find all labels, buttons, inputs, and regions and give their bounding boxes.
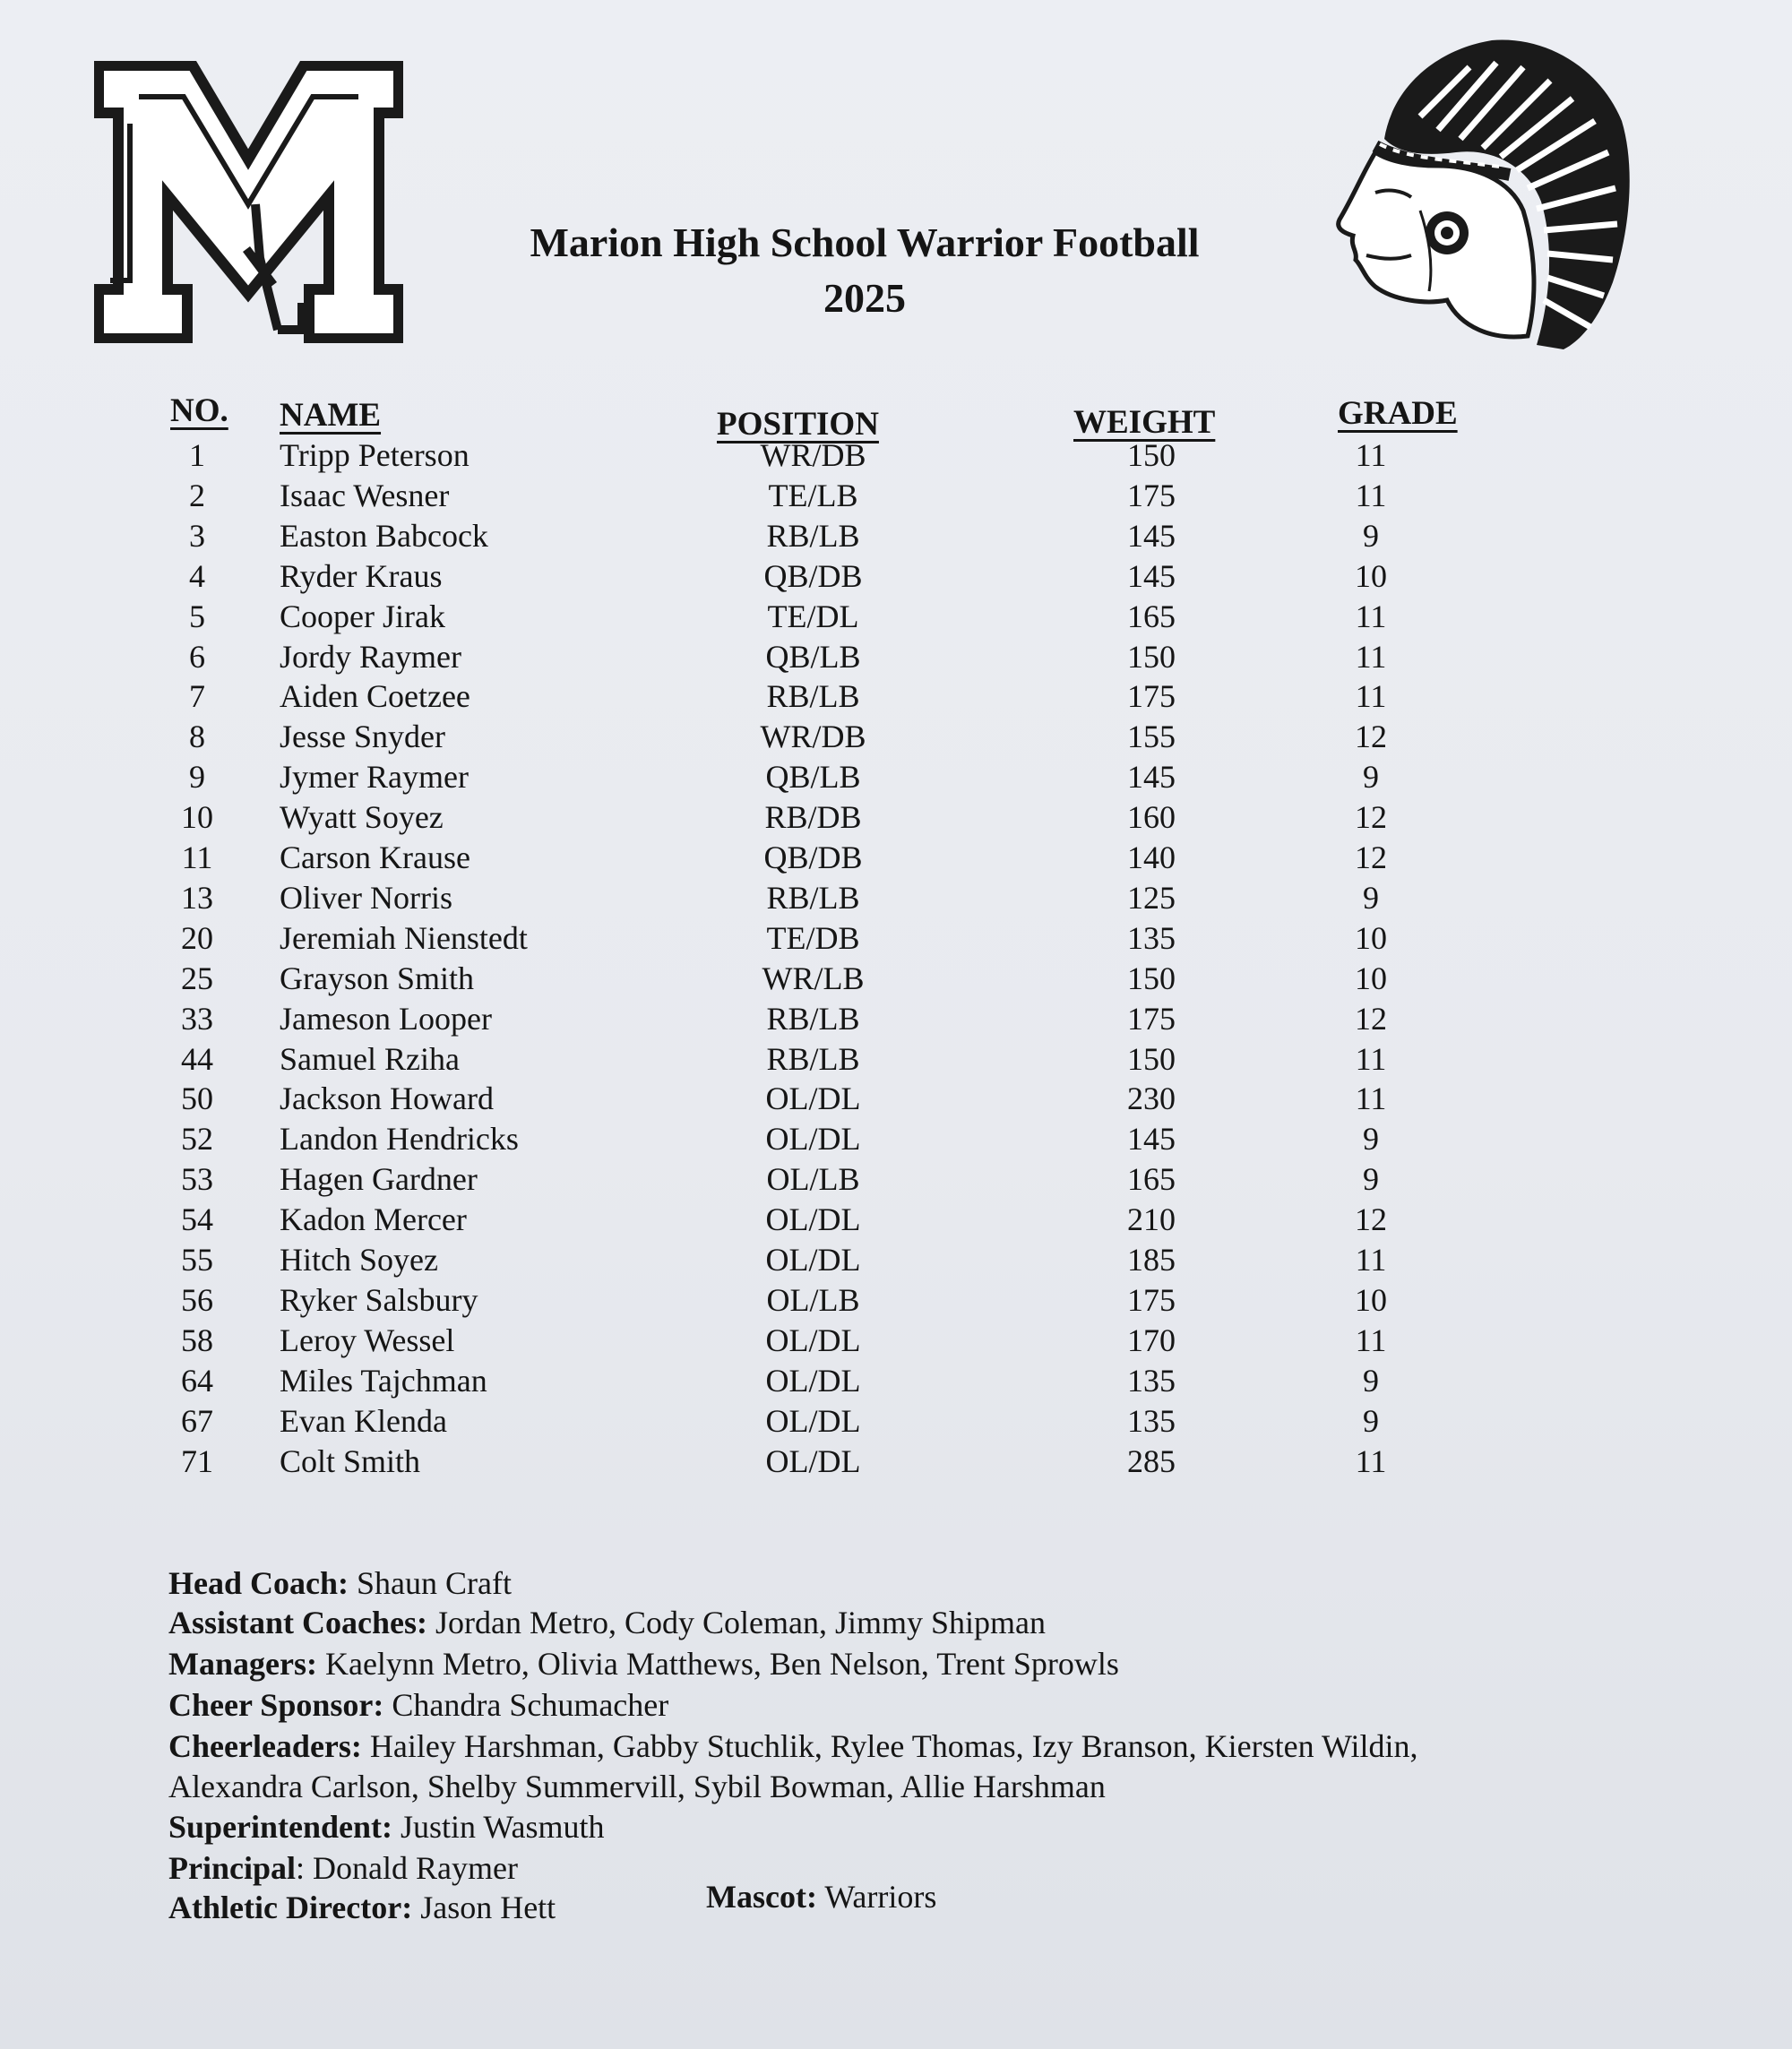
player-weight: 230 [1127,1080,1176,1117]
staff-value: Chandra Schumacher [392,1687,669,1723]
player-number: 64 [181,1362,213,1399]
player-weight: 165 [1127,1161,1176,1198]
player-position: WR/LB [762,960,865,996]
staff-value: Jason Hett [420,1890,556,1925]
staff-mascot [706,1880,936,1916]
player-name: Oliver Norris [280,879,452,916]
player-grade: 9 [1363,1161,1379,1198]
player-grade: 11 [1355,678,1387,715]
player-grade: 12 [1355,1201,1387,1238]
player-weight: 210 [1127,1201,1176,1238]
player-number: 53 [181,1161,213,1198]
page-year: 2025 [823,275,906,321]
staff-label: Head Coach: [168,1565,349,1601]
player-grade: 12 [1355,839,1387,875]
staff-label: Mascot: [706,1879,817,1915]
table-row [0,1321,1792,1360]
player-name: Kadon Mercer [280,1201,467,1238]
player-position: QB/LB [765,759,861,796]
staff-value: Donald Raymer [313,1850,518,1886]
player-number: 5 [189,598,205,634]
player-grade: 11 [1355,638,1387,675]
player-number: 71 [181,1442,213,1479]
table-row [0,757,1792,796]
staff-principal [168,1851,518,1887]
player-name: Miles Tajchman [280,1362,487,1399]
player-name: Aiden Coetzee [280,678,470,715]
player-name: Carson Krause [280,839,470,875]
player-name: Landon Hendricks [280,1121,519,1158]
player-position: OL/DL [765,1442,861,1479]
player-grade: 11 [1355,1040,1387,1077]
player-position: RB/DB [764,799,862,836]
player-weight: 135 [1127,1362,1176,1399]
player-position: RB/LB [766,517,860,554]
table-row [0,1361,1792,1400]
player-number: 56 [181,1281,213,1318]
player-position: QB/DB [763,557,863,594]
player-position: WR/DB [760,437,866,473]
header-name: NAME [280,397,382,434]
header-position: POSITION [717,406,879,443]
player-position: RB/LB [766,678,860,715]
staff-superintendent [168,1810,605,1846]
player-weight: 140 [1127,839,1176,875]
player-name: Hitch Soyez [280,1242,438,1278]
player-weight: 185 [1127,1242,1176,1278]
player-name: Jesse Snyder [280,719,445,755]
table-row [0,476,1792,515]
player-number: 8 [189,719,205,755]
player-grade: 11 [1355,1080,1387,1117]
player-number: 50 [181,1080,213,1117]
player-grade: 9 [1363,879,1379,916]
player-weight: 165 [1127,598,1176,634]
player-number: 13 [181,879,213,916]
header-weight: WEIGHT [1073,404,1216,441]
player-name: Jymer Raymer [280,759,469,796]
player-name: Cooper Jirak [280,598,445,634]
staff-value: Warriors [824,1879,937,1915]
player-weight: 145 [1127,759,1176,796]
player-weight: 145 [1127,517,1176,554]
staff-label: Assistant Coaches: [168,1605,428,1640]
player-weight: 150 [1127,638,1176,675]
player-grade: 9 [1363,1121,1379,1158]
player-grade: 12 [1355,799,1387,836]
player-grade: 10 [1355,1281,1387,1318]
staff-value: Alexandra Carlson, Shelby Summervill, Sybil Bowman, Allie Harshman [168,1769,1106,1804]
staff-label: Athletic Director: [168,1890,413,1925]
player-name: Leroy Wessel [280,1322,455,1358]
player-number: 10 [181,799,213,836]
player-weight: 175 [1127,1281,1176,1318]
table-row [0,1079,1792,1118]
player-name: Grayson Smith [280,960,475,996]
player-name: Easton Babcock [280,517,488,554]
player-name: Evan Klenda [280,1402,447,1439]
player-name: Ryder Kraus [280,557,443,594]
staff-athletic-director [168,1890,556,1926]
player-grade: 11 [1355,1322,1387,1358]
player-weight: 145 [1127,557,1176,594]
player-position: WR/DB [760,719,866,755]
player-name: Jackson Howard [280,1080,494,1117]
table-row [0,1119,1792,1158]
player-grade: 11 [1355,477,1387,513]
player-position: RB/LB [766,879,860,916]
player-grade: 10 [1355,919,1387,956]
player-weight: 175 [1127,477,1176,513]
table-row [0,1240,1792,1279]
staff-label: Cheerleaders: [168,1728,362,1764]
staff-cheerleaders-continued [168,1769,1106,1805]
player-position: TE/LB [768,477,858,513]
staff-managers [168,1647,1119,1683]
player-name: Jordy Raymer [280,638,461,675]
player-number: 11 [181,839,213,875]
staff-cheerleaders [168,1729,1417,1765]
player-name: Colt Smith [280,1442,421,1479]
staff-value: Jordan Metro, Cody Coleman, Jimmy Shipman [435,1605,1046,1640]
table-row [0,1039,1792,1079]
staff-label: Superintendent: [168,1809,393,1845]
player-weight: 160 [1127,799,1176,836]
staff-value: Hailey Harshman, Gabby Stuchlik, Rylee Thomas, Izy Branson, Kiersten Wildin, [369,1728,1418,1764]
player-number: 33 [181,1000,213,1037]
player-weight: 135 [1127,919,1176,956]
table-row [0,516,1792,555]
player-name: Jameson Looper [280,1000,492,1037]
player-position: RB/LB [766,1040,860,1077]
table-row [0,597,1792,636]
player-grade: 10 [1355,960,1387,996]
staff-value: Justin Wasmuth [401,1809,605,1845]
player-number: 54 [181,1201,213,1238]
player-position: OL/DL [765,1402,861,1439]
player-number: 44 [181,1040,213,1077]
player-number: 67 [181,1402,213,1439]
player-number: 7 [189,678,205,715]
staff-label: Principal [168,1850,296,1886]
player-grade: 12 [1355,719,1387,755]
player-position: OL/DL [765,1201,861,1238]
table-row [0,717,1792,756]
staff-cheer-sponsor [168,1688,668,1724]
player-grade: 11 [1355,1442,1387,1479]
player-grade: 9 [1363,759,1379,796]
table-row [0,1442,1792,1481]
player-position: OL/DL [765,1242,861,1278]
player-weight: 170 [1127,1322,1176,1358]
table-row [0,1159,1792,1199]
player-weight: 125 [1127,879,1176,916]
player-position: OL/LB [766,1281,860,1318]
player-number: 3 [189,517,205,554]
player-position: OL/DL [765,1080,861,1117]
staff-head-coach [168,1566,512,1602]
player-weight: 175 [1127,1000,1176,1037]
player-number: 52 [181,1121,213,1158]
player-position: OL/LB [766,1161,860,1198]
player-grade: 11 [1355,437,1387,473]
staff-assistant-coaches [168,1606,1046,1641]
player-name: Jeremiah Nienstedt [280,919,528,956]
table-row [0,1280,1792,1320]
player-weight: 145 [1127,1121,1176,1158]
player-position: OL/DL [765,1322,861,1358]
header-no: NO. [170,392,228,429]
player-grade: 9 [1363,517,1379,554]
table-row [0,676,1792,716]
player-position: QB/DB [763,839,863,875]
staff-value: Kaelynn Metro, Olivia Matthews, Ben Nelson, Trent Sprowls [324,1646,1119,1682]
table-row [0,878,1792,917]
player-name: Isaac Wesner [280,477,450,513]
player-grade: 11 [1355,1242,1387,1278]
player-position: TE/DB [766,919,860,956]
player-position: OL/DL [765,1121,861,1158]
table-row [0,637,1792,676]
header-grade: GRADE [1338,395,1458,432]
player-position: QB/LB [765,638,861,675]
table-row [0,959,1792,998]
table-row [0,918,1792,958]
player-name: Tripp Peterson [280,437,470,473]
player-number: 6 [189,638,205,675]
player-weight: 175 [1127,678,1176,715]
player-position: RB/LB [766,1000,860,1037]
player-number: 55 [181,1242,213,1278]
staff-label: Managers: [168,1646,317,1682]
player-weight: 155 [1127,719,1176,755]
table-row [0,1200,1792,1239]
table-row [0,797,1792,837]
player-grade: 10 [1355,557,1387,594]
player-weight: 135 [1127,1402,1176,1439]
player-number: 20 [181,919,213,956]
table-row [0,838,1792,877]
player-name: Samuel Rziha [280,1040,460,1077]
table-row [0,435,1792,475]
player-name: Hagen Gardner [280,1161,478,1198]
player-grade: 9 [1363,1362,1379,1399]
table-row [0,556,1792,596]
player-weight: 285 [1127,1442,1176,1479]
player-weight: 150 [1127,1040,1176,1077]
player-name: Ryker Salsbury [280,1281,478,1318]
player-number: 9 [189,759,205,796]
table-row [0,999,1792,1038]
player-position: OL/DL [765,1362,861,1399]
player-number: 1 [189,437,205,473]
player-number: 4 [189,557,205,594]
staff-label: Cheer Sponsor: [168,1687,384,1723]
player-grade: 11 [1355,598,1387,634]
staff-colon: : [296,1850,306,1886]
player-grade: 9 [1363,1402,1379,1439]
player-number: 25 [181,960,213,996]
page-title: Marion High School Warrior Football [530,220,1200,265]
player-name: Wyatt Soyez [280,799,444,836]
table-row [0,1401,1792,1441]
player-grade: 12 [1355,1000,1387,1037]
player-weight: 150 [1127,960,1176,996]
player-number: 2 [189,477,205,513]
staff-value: Shaun Craft [357,1565,512,1601]
player-position: TE/DL [767,598,859,634]
player-weight: 150 [1127,437,1176,473]
player-number: 58 [181,1322,213,1358]
